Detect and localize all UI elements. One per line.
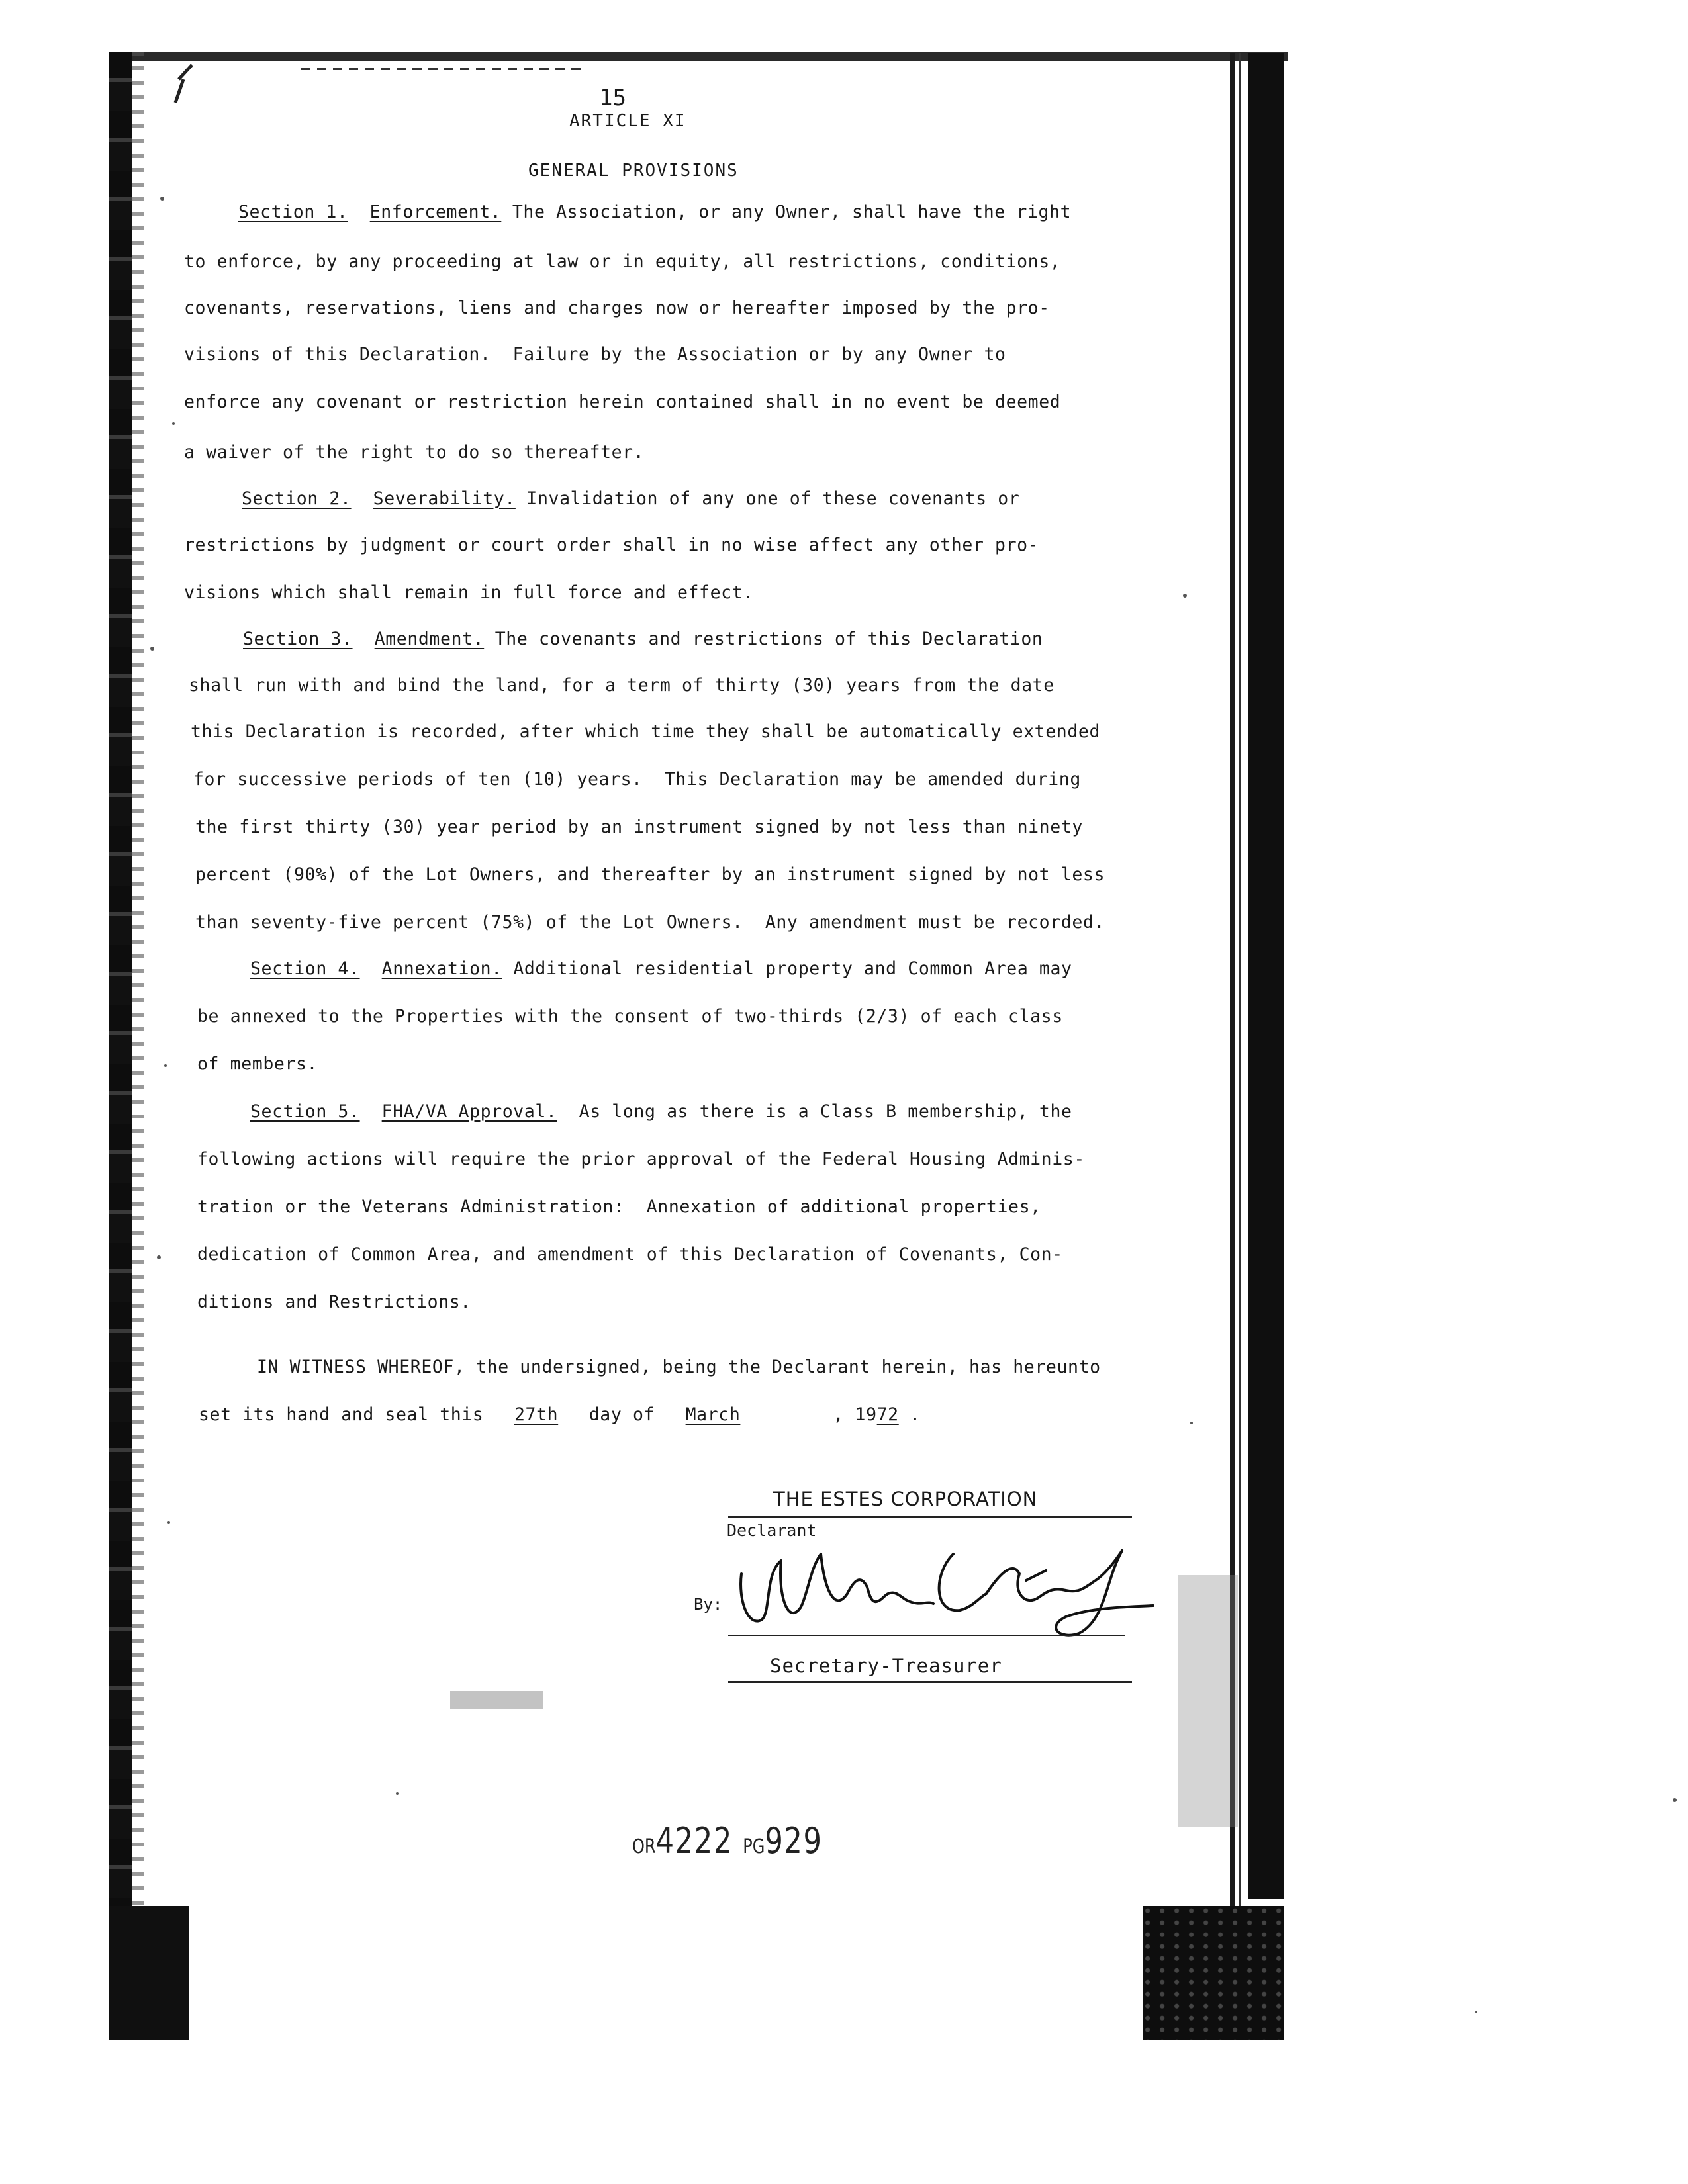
- body-line: [184, 442, 644, 463]
- line-text: covenants, reservations, liens and charges now or hereafter imposed by the pro-: [184, 298, 1050, 318]
- line-text: of members.: [197, 1054, 318, 1074]
- body-line: [193, 769, 1081, 790]
- line-text: shall run with and bind the land, for a term of thirty (30) years from the date: [189, 675, 1055, 696]
- line-text: for successive periods of ten (10) years. This Declaration may be amended during: [193, 769, 1081, 790]
- handwritten-signature: [735, 1534, 1158, 1640]
- scan-corner-bottom-left: [109, 1906, 189, 2040]
- section-number: Section 1.: [238, 202, 348, 222]
- seal-middle: day of: [578, 1404, 666, 1425]
- body-line: [191, 721, 1100, 742]
- scan-border-top: [109, 52, 1288, 61]
- section-number: Section 5.: [250, 1101, 360, 1122]
- body-line: [189, 675, 1055, 696]
- declarant-label: Declarant: [727, 1521, 817, 1540]
- witness-line: [257, 1357, 1101, 1377]
- body-line: [197, 1006, 1063, 1026]
- body-line: [184, 251, 1060, 272]
- article-title: ARTICLE XI: [569, 111, 686, 131]
- section-number: Section 4.: [250, 958, 360, 979]
- seal-year: 72: [876, 1404, 899, 1425]
- line-text: than seventy-five percent (75%) of the Lot Owners. Any amendment must be recorded.: [195, 912, 1105, 933]
- scan-border-right: [1248, 53, 1284, 1899]
- body-line: [184, 344, 1006, 365]
- body-line: [195, 864, 1105, 885]
- line-text: The covenants and restrictions of this Declaration: [484, 629, 1043, 649]
- scan-border-left: [109, 52, 132, 2040]
- line-text: enforce any covenant or restriction herein contained shall in no event be deemed: [184, 392, 1061, 412]
- line-text: to enforce, by any proceeding at law or in equity, all restrictions, conditions,: [184, 251, 1061, 272]
- line-text: The Association, or any Owner, shall have the right: [501, 202, 1072, 222]
- line-text: be annexed to the Properties with the consent of two-thirds (2/3) of each class: [197, 1006, 1063, 1026]
- body-line: [195, 912, 1105, 933]
- section-title: Amendment.: [374, 629, 485, 649]
- line-text: IN WITNESS WHEREOF, the undersigned, being the Declarant herein, has hereunto: [257, 1357, 1101, 1377]
- line-text: following actions will require the prior approval of the Federal Housing Adminis-: [197, 1149, 1085, 1169]
- line-text: a waiver of the right to do so thereafter.: [184, 442, 645, 463]
- body-line: [250, 958, 1072, 979]
- role-rule: [728, 1681, 1132, 1683]
- by-label: By:: [694, 1595, 723, 1614]
- body-line: [184, 582, 754, 603]
- section-number: Section 3.: [243, 629, 353, 649]
- body-line: [197, 1244, 1063, 1265]
- body-line: [238, 202, 1071, 222]
- line-text: ditions and Restrictions.: [197, 1292, 471, 1312]
- line-text: visions which shall remain in full force and effect.: [184, 582, 754, 603]
- seal-day: 27th: [514, 1404, 559, 1425]
- scan-corner-bottom-right: [1143, 1906, 1284, 2040]
- section-title: Enforcement.: [369, 202, 502, 222]
- recording-page: 929: [765, 1820, 823, 1862]
- scan-border-left-noise: [132, 52, 144, 2040]
- section-title: FHA/VA Approval.: [381, 1101, 557, 1122]
- body-line: [242, 488, 1019, 509]
- corporation-name: THE ESTES CORPORATION: [773, 1488, 1038, 1510]
- body-line: [184, 298, 1050, 318]
- line-text: tration or the Veterans Administration: Annexation of additional properties,: [197, 1197, 1041, 1217]
- body-line: [184, 392, 1060, 412]
- recording-stamp: [632, 1820, 823, 1862]
- line-text: As long as there is a Class B membership, the: [557, 1101, 1072, 1122]
- seal-prefix: set its hand and seal this: [199, 1404, 494, 1425]
- body-line: [243, 629, 1043, 649]
- recording-prefix: OR: [632, 1835, 656, 1858]
- body-line: [250, 1101, 1072, 1122]
- line-text: restrictions by judgment or court order shall in no wise affect any other pro-: [184, 535, 1039, 555]
- signer-role: Secretary-Treasurer: [770, 1655, 1002, 1677]
- section-title: Severability.: [373, 488, 516, 509]
- line-text: Invalidation of any one of these covenants or: [515, 488, 1020, 509]
- scan-border-right-line-thin: [1239, 53, 1241, 1913]
- line-text: the first thirty (30) year period by an instrument signed by not less than ninety: [195, 817, 1083, 837]
- body-line: [197, 1054, 318, 1074]
- section-heading: GENERAL PROVISIONS: [528, 161, 739, 181]
- section-title: Annexation.: [381, 958, 502, 979]
- body-line: [197, 1197, 1041, 1217]
- line-text: dedication of Common Area, and amendment of this Declaration of Covenants, Con-: [197, 1244, 1063, 1265]
- line-text: percent (90%) of the Lot Owners, and thereafter by an instrument signed by not less: [195, 864, 1105, 885]
- body-line: [184, 535, 1039, 555]
- line-text: visions of this Declaration. Failure by the Association or by any Owner to: [184, 344, 1006, 365]
- page-number: 15: [599, 85, 626, 111]
- seal-suffix: .: [898, 1404, 921, 1425]
- body-line: [195, 817, 1083, 837]
- line-text: this Declaration is recorded, after which time they shall be automatically extended: [191, 721, 1101, 742]
- seal-year-prefix: , 19: [833, 1404, 877, 1425]
- section-number: Section 2.: [242, 488, 352, 509]
- recording-mid: PG: [743, 1835, 765, 1858]
- seal-line: [199, 1404, 921, 1425]
- signature-rule: [728, 1635, 1125, 1636]
- recording-book: 4222: [655, 1820, 733, 1862]
- body-line: [197, 1149, 1085, 1169]
- scan-border-right-line: [1230, 53, 1235, 1913]
- seal-month: March: [685, 1404, 741, 1425]
- line-text: Additional residential property and Common Area may: [502, 958, 1072, 979]
- corporation-rule: [728, 1516, 1132, 1518]
- body-line: [197, 1292, 471, 1312]
